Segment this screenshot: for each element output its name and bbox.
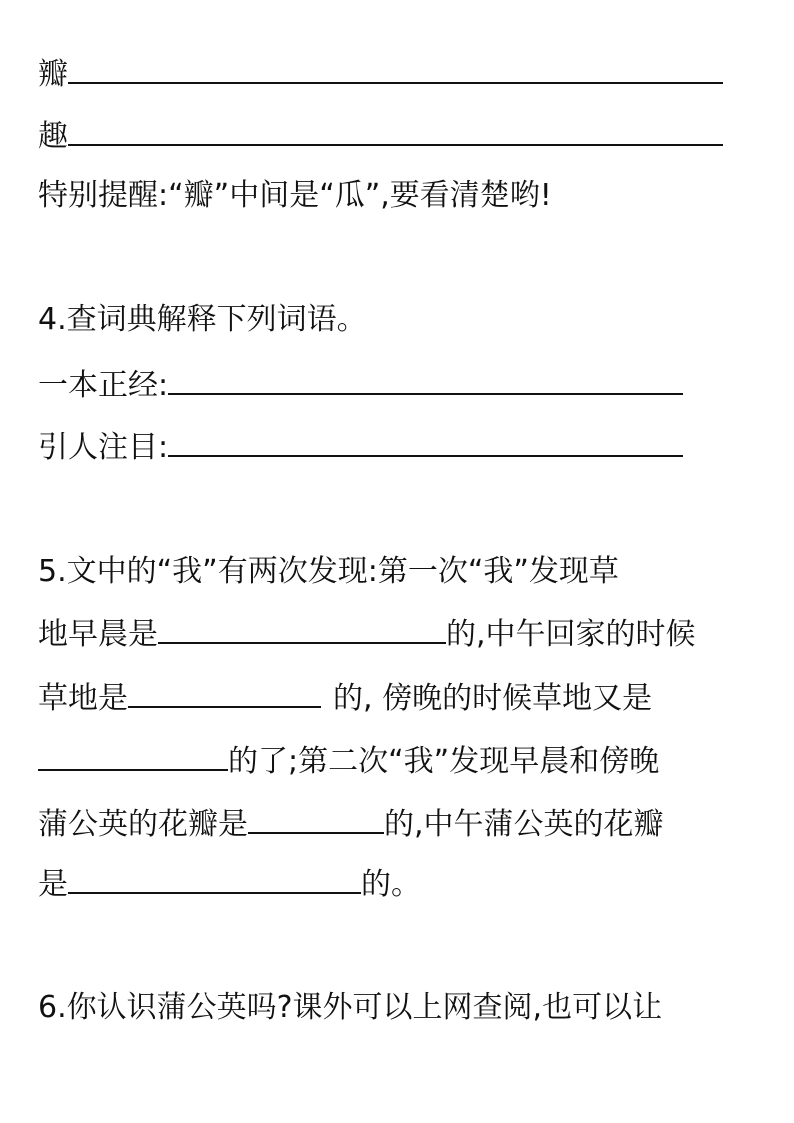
question-5-line-3 xyxy=(38,676,652,719)
word-ban: 瓣 xyxy=(38,57,68,92)
answer-blank-noon-petal[interactable] xyxy=(68,862,361,894)
text-segment: 草地是 xyxy=(38,681,128,716)
text-segment: 的了;第二次“我”发现早晨和傍晚 xyxy=(228,744,660,779)
text-segment: 的,中午回家的时候 xyxy=(446,617,696,652)
answer-blank-noon-grass[interactable] xyxy=(128,676,321,708)
word-line-qu xyxy=(38,114,723,157)
text-segment: 的。 xyxy=(361,867,421,902)
word-line-ban xyxy=(38,52,723,95)
term-yinrenzhumu: 引人注目: xyxy=(38,430,169,465)
text-segment: 的,中午蒲公英的花瓣 xyxy=(384,807,664,842)
text-segment: 的, 傍晚的时候草地又是 xyxy=(333,681,653,716)
answer-blank-evening-grass[interactable] xyxy=(38,739,228,771)
text-segment: 蒲公英的花瓣是 xyxy=(38,807,248,842)
question-6-line-1: 6.你认识蒲公英吗?课外可以上网查阅,也可以让 xyxy=(38,990,663,1025)
question-5-line-6 xyxy=(38,862,421,905)
answer-blank-morning-petal[interactable] xyxy=(248,802,384,834)
answer-blank-ban[interactable] xyxy=(68,52,723,84)
answer-blank-qu[interactable] xyxy=(68,114,723,146)
answer-blank-morning-grass[interactable] xyxy=(158,612,446,644)
question-4-text: 4.查词典解释下列词语。 xyxy=(38,302,367,337)
question-5-line-1: 5.文中的“我”有两次发现:第一次“我”发现草 xyxy=(38,554,619,589)
question-5-line-2 xyxy=(38,612,696,655)
question-5-line-5 xyxy=(38,802,664,845)
term-yibenzhengjing: 一本正经: xyxy=(38,368,169,403)
answer-blank-term2[interactable] xyxy=(168,425,683,457)
text-segment: 是 xyxy=(38,867,68,902)
word-qu: 趣 xyxy=(38,119,68,154)
text-segment: 地早晨是 xyxy=(38,617,158,652)
answer-blank-term1[interactable] xyxy=(168,363,683,395)
term-line-2 xyxy=(38,425,683,468)
reminder-text: 特别提醒:“瓣”中间是“瓜”,要看清楚哟! xyxy=(38,178,552,213)
question-5-line-4 xyxy=(38,739,659,782)
term-line-1 xyxy=(38,363,683,406)
